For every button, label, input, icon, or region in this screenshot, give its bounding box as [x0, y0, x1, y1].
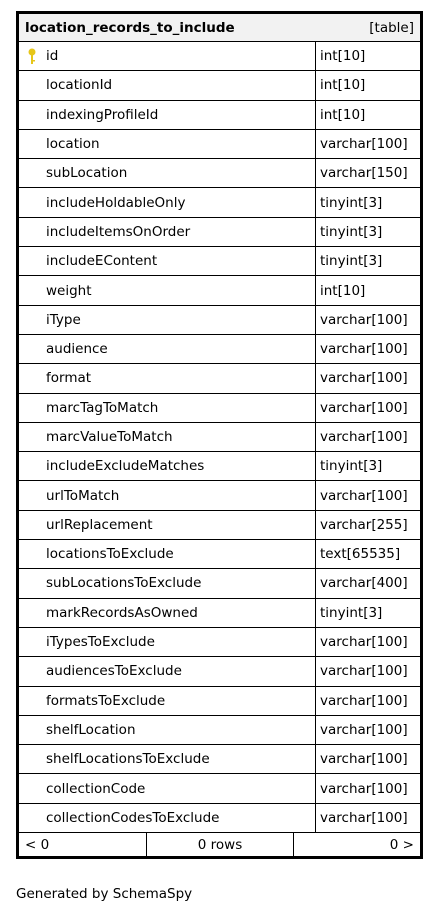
column-name-cell [19, 423, 316, 451]
column-type: int[10] [320, 106, 366, 123]
table-row [19, 71, 420, 100]
column-type: tinyint[3] [320, 253, 383, 270]
column-name-cell [19, 657, 316, 685]
table-name: location_records_to_include [25, 19, 235, 36]
column-type: varchar[100] [320, 663, 408, 680]
table-row [19, 276, 420, 305]
column-name-cell [19, 218, 316, 246]
table-footer [19, 833, 420, 856]
footer-row-count: 0 rows [147, 833, 294, 856]
footer-prev[interactable]: < 0 [19, 833, 147, 856]
table-row [19, 657, 420, 686]
table-row [19, 481, 420, 510]
table-row [19, 423, 420, 452]
column-name: iType [46, 311, 81, 328]
column-name-cell [19, 159, 316, 187]
column-name: includeItemsOnOrder [46, 223, 191, 240]
table-row [19, 628, 420, 657]
column-type: text[65535] [320, 546, 401, 563]
column-name: indexingProfileId [46, 106, 159, 123]
column-type: varchar[100] [320, 341, 408, 358]
column-name-cell [19, 452, 316, 480]
column-type: varchar[100] [320, 751, 408, 768]
table-row [19, 599, 420, 628]
column-type: varchar[255] [320, 516, 408, 533]
column-name-cell [19, 716, 316, 744]
column-name: location [46, 136, 100, 153]
column-type: varchar[100] [320, 809, 408, 826]
column-name-cell [19, 71, 316, 99]
column-name: marcValueToMatch [46, 429, 173, 445]
column-type: varchar[100] [320, 780, 408, 797]
column-name-cell [19, 511, 316, 539]
table-row [19, 159, 420, 188]
column-name-cell [19, 804, 316, 832]
column-name: shelfLocationsToExclude [46, 751, 210, 768]
column-name: weight [46, 282, 92, 299]
schema-table [16, 11, 423, 859]
column-name: locationId [46, 77, 113, 94]
column-name-cell [19, 774, 316, 802]
table-row [19, 540, 420, 569]
column-type: varchar[100] [320, 399, 408, 416]
column-type: tinyint[3] [320, 458, 383, 475]
column-name: iTypesToExclude [46, 634, 155, 651]
column-type: varchar[100] [320, 311, 408, 328]
column-name-cell [19, 335, 316, 363]
column-name-cell [19, 42, 316, 70]
table-row [19, 218, 420, 247]
column-name-cell [19, 276, 316, 304]
column-type: tinyint[3] [320, 604, 383, 621]
table-row [19, 335, 420, 364]
table-row [19, 745, 420, 774]
table-row [19, 306, 420, 335]
column-name: marcTagToMatch [46, 399, 159, 416]
table-row [19, 716, 420, 745]
column-type: int[10] [320, 48, 366, 65]
table-row [19, 247, 420, 276]
column-name-cell [19, 687, 316, 715]
column-type: tinyint[3] [320, 223, 383, 240]
column-name: urlReplacement [46, 516, 153, 533]
column-name: urlToMatch [46, 487, 120, 504]
table-row [19, 569, 420, 598]
table-row [19, 687, 420, 716]
column-name: collectionCode [46, 780, 146, 797]
column-type: varchar[100] [320, 721, 408, 738]
generated-by-label: Generated by SchemaSpy [16, 886, 193, 902]
table-row [19, 452, 420, 481]
column-name: formatsToExclude [46, 692, 166, 709]
column-name: audience [46, 341, 108, 358]
column-type: varchar[100] [320, 136, 408, 153]
column-type: tinyint[3] [320, 194, 383, 211]
column-name: shelfLocation [46, 721, 136, 738]
primary-key-icon [27, 48, 37, 65]
column-name-cell [19, 394, 316, 422]
column-name-cell [19, 628, 316, 656]
column-name-cell [19, 101, 316, 129]
table-row [19, 774, 420, 803]
table-row [19, 130, 420, 159]
column-name: id [46, 48, 59, 65]
column-type: varchar[400] [320, 575, 408, 592]
table-row [19, 511, 420, 540]
table-row [19, 804, 420, 833]
column-type: varchar[100] [320, 370, 408, 387]
column-name-cell [19, 540, 316, 568]
column-name: collectionCodesToExclude [46, 809, 220, 826]
column-name-cell [19, 569, 316, 597]
column-name: audiencesToExclude [46, 663, 182, 680]
column-name-cell [19, 599, 316, 627]
column-name: markRecordsAsOwned [46, 604, 198, 621]
column-name-cell [19, 188, 316, 216]
column-name-cell [19, 745, 316, 773]
column-type: varchar[100] [320, 429, 408, 445]
footer-next[interactable]: 0 > [389, 836, 414, 853]
column-type: int[10] [320, 282, 366, 299]
column-type: varchar[100] [320, 692, 408, 709]
table-row [19, 101, 420, 130]
column-name: format [46, 370, 92, 387]
column-name-cell [19, 481, 316, 509]
column-name: includeExcludeMatches [46, 458, 205, 475]
column-type: varchar[100] [320, 487, 408, 504]
table-row [19, 42, 420, 71]
column-name-cell [19, 247, 316, 275]
table-row [19, 394, 420, 423]
table-type-tag: [table] [369, 19, 414, 36]
column-name-cell [19, 364, 316, 392]
column-name: includeEContent [46, 253, 158, 270]
column-name: subLocation [46, 165, 128, 182]
column-name-cell [19, 130, 316, 158]
table-row [19, 188, 420, 217]
column-name-cell [19, 306, 316, 334]
column-name: locationsToExclude [46, 546, 174, 563]
column-type: int[10] [320, 77, 366, 94]
column-name: subLocationsToExclude [46, 575, 202, 592]
table-row [19, 364, 420, 393]
column-type: varchar[150] [320, 165, 408, 182]
column-list [19, 42, 420, 833]
column-type: varchar[100] [320, 634, 408, 651]
table-header [19, 14, 420, 42]
column-name: includeHoldableOnly [46, 194, 186, 211]
